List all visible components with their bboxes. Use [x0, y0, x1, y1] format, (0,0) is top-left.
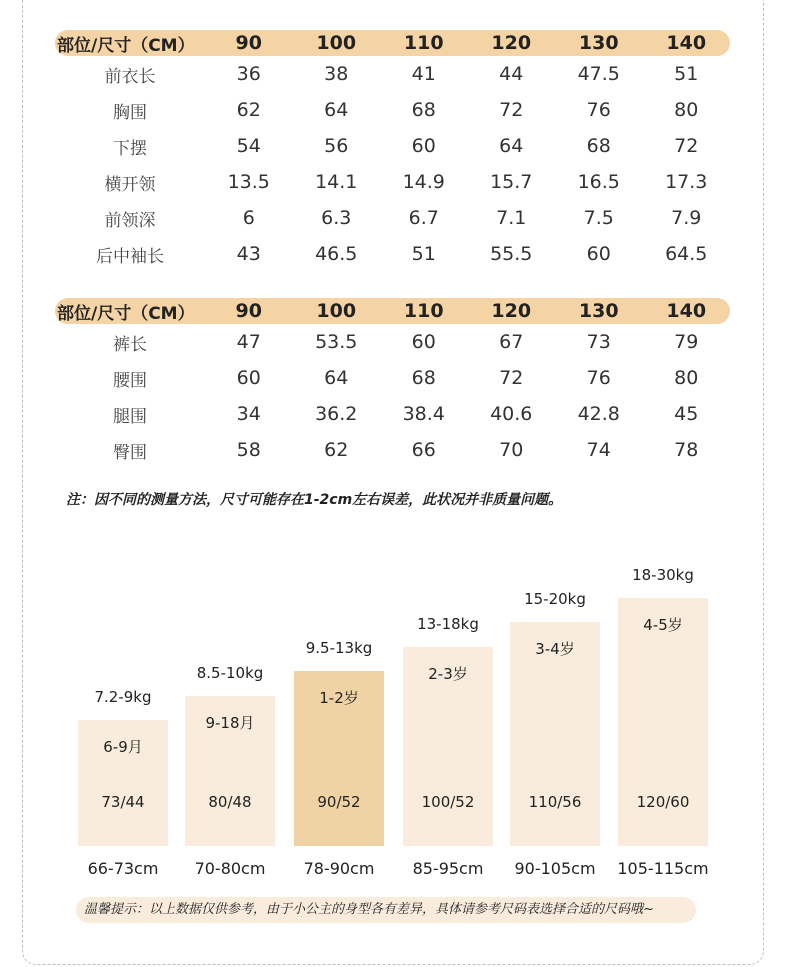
table-cell: 47 [236, 331, 261, 353]
table-row [55, 200, 730, 236]
table-cell: 17.3 [665, 171, 708, 193]
size-label: 120/60 [636, 793, 690, 811]
table-cell: 79 [674, 331, 699, 353]
weight-label: 7.2-9kg [94, 688, 152, 706]
header-cell: 110 [403, 300, 444, 322]
table-cell: 36.2 [315, 403, 358, 425]
table-row [55, 236, 730, 272]
table-cell: 60 [586, 243, 611, 265]
age-label: 2-3岁 [428, 664, 468, 683]
table-cell: 36 [236, 63, 261, 85]
header-cell: 120 [491, 300, 532, 322]
table-cell: 70 [499, 439, 524, 461]
table-cell: 6.7 [408, 207, 439, 229]
table-cell: 7.9 [671, 207, 702, 229]
table-cell: 68 [411, 367, 436, 389]
height-label: 70-80cm [194, 859, 266, 878]
table-cell: 34 [236, 403, 261, 425]
table-cell: 72 [499, 99, 524, 121]
table-cell: 38 [324, 63, 349, 85]
table-cell: 80 [674, 99, 699, 121]
table-cell: 7.1 [496, 207, 527, 229]
table-cell: 76 [586, 99, 611, 121]
size-label: 73/44 [101, 793, 145, 811]
table-cell: 46.5 [315, 243, 358, 265]
size-bar [185, 663, 275, 878]
measurement-note: 注：因不同的测量方法，尺寸可能存在1-2cm左右误差，此状况并非质量问题。 [66, 492, 563, 508]
table-cell: 66 [411, 439, 436, 461]
header-cell: 部位/尺寸（CM） [57, 303, 195, 324]
table-cell: 55.5 [490, 243, 533, 265]
row-label: 后中袖长 [96, 246, 164, 267]
table-cell: 38.4 [402, 403, 445, 425]
table-cell: 40.6 [490, 403, 533, 425]
table-header [55, 30, 730, 56]
table-header [55, 298, 730, 324]
tip-banner: 温馨提示：以上数据仅供参考，由于小公主的身型各有差异，具体请参考尺码表选择合适的尺码哦~ [76, 897, 696, 923]
header-cell: 140 [666, 32, 707, 54]
row-label: 胸围 [113, 102, 147, 123]
size-bar [510, 590, 600, 878]
height-label: 90-105cm [514, 859, 596, 878]
weight-label: 13-18kg [417, 614, 479, 633]
table-row [55, 164, 730, 200]
size-table-top [55, 30, 730, 272]
table-row [55, 92, 730, 128]
header-cell: 130 [578, 32, 619, 54]
size-bar [294, 639, 384, 878]
table-cell: 13.5 [227, 171, 270, 193]
size-label: 80/48 [208, 793, 252, 811]
age-label: 1-2岁 [319, 689, 359, 707]
size-label: 100/52 [421, 793, 475, 811]
header-cell: 90 [235, 32, 262, 54]
table-cell: 64 [499, 135, 524, 157]
table-cell: 14.1 [315, 171, 358, 193]
size-bar [403, 614, 493, 878]
table-cell: 44 [499, 63, 524, 85]
table-cell: 80 [674, 367, 699, 389]
table-cell: 62 [236, 99, 261, 121]
table-cell: 78 [674, 439, 699, 461]
height-label: 105-115cm [617, 859, 709, 878]
height-label: 66-73cm [87, 859, 159, 878]
table-cell: 60 [411, 135, 436, 157]
table-cell: 74 [586, 439, 611, 461]
table-cell: 51 [411, 243, 436, 265]
table-cell: 72 [674, 135, 699, 157]
age-label: 6-9月 [103, 738, 143, 756]
table-cell: 73 [586, 331, 611, 353]
table-row [55, 432, 730, 468]
table-cell: 60 [411, 331, 436, 353]
table-cell: 41 [411, 63, 436, 85]
row-label: 前领深 [104, 210, 156, 231]
table-row [55, 396, 730, 432]
table-cell: 67 [499, 331, 524, 353]
header-cell: 120 [491, 32, 532, 54]
header-cell: 130 [578, 300, 619, 322]
weight-label: 15-20kg [524, 590, 586, 608]
row-label: 臀围 [113, 442, 147, 463]
table-cell: 56 [324, 135, 349, 157]
table-cell: 7.5 [583, 207, 614, 229]
table-cell: 72 [499, 367, 524, 389]
row-label: 裤长 [113, 334, 147, 355]
table-cell: 6.3 [321, 207, 352, 229]
age-label: 4-5岁 [643, 615, 683, 634]
row-label: 前衣长 [104, 66, 156, 87]
table-row [55, 360, 730, 396]
header-cell: 110 [403, 32, 444, 54]
weight-label: 8.5-10kg [196, 663, 264, 682]
size-bar [617, 565, 709, 878]
table-cell: 15.7 [490, 171, 533, 193]
table-cell: 14.9 [402, 171, 445, 193]
weight-label: 18-30kg [632, 565, 694, 584]
table-cell: 64 [324, 99, 349, 121]
table-cell: 16.5 [577, 171, 620, 193]
table-row [55, 324, 730, 360]
table-cell: 43 [236, 243, 261, 265]
table-cell: 58 [236, 439, 261, 461]
height-label: 78-90cm [303, 859, 375, 878]
table-cell: 53.5 [315, 331, 358, 353]
row-label: 腿围 [113, 406, 147, 427]
table-cell: 45 [674, 403, 699, 425]
size-label: 90/52 [317, 793, 361, 811]
table-cell: 68 [586, 135, 611, 157]
size-label: 110/56 [528, 793, 582, 811]
weight-label: 9.5-13kg [305, 639, 373, 657]
header-cell: 100 [316, 32, 357, 54]
header-cell: 100 [316, 300, 357, 322]
table-cell: 47.5 [577, 63, 620, 85]
size-bar [78, 688, 168, 878]
age-label: 9-18月 [205, 713, 255, 732]
row-label: 横开领 [104, 174, 156, 195]
table-row [55, 56, 730, 92]
table-cell: 6 [242, 207, 255, 229]
table-cell: 76 [586, 367, 611, 389]
height-label: 85-95cm [412, 859, 484, 878]
row-label: 下摆 [113, 138, 147, 159]
header-cell: 140 [666, 300, 707, 322]
table-cell: 64.5 [665, 243, 708, 265]
header-cell: 部位/尺寸（CM） [57, 35, 195, 56]
row-label: 腰围 [113, 370, 147, 391]
table-cell: 60 [236, 367, 261, 389]
table-row [55, 128, 730, 164]
table-cell: 54 [236, 135, 261, 157]
table-cell: 68 [411, 99, 436, 121]
table-cell: 51 [674, 63, 699, 85]
age-label: 3-4岁 [535, 640, 575, 658]
table-cell: 62 [324, 439, 349, 461]
table-cell: 42.8 [577, 403, 620, 425]
size-table-bottom [55, 298, 730, 468]
table-cell: 64 [324, 367, 349, 389]
header-cell: 90 [235, 300, 262, 322]
